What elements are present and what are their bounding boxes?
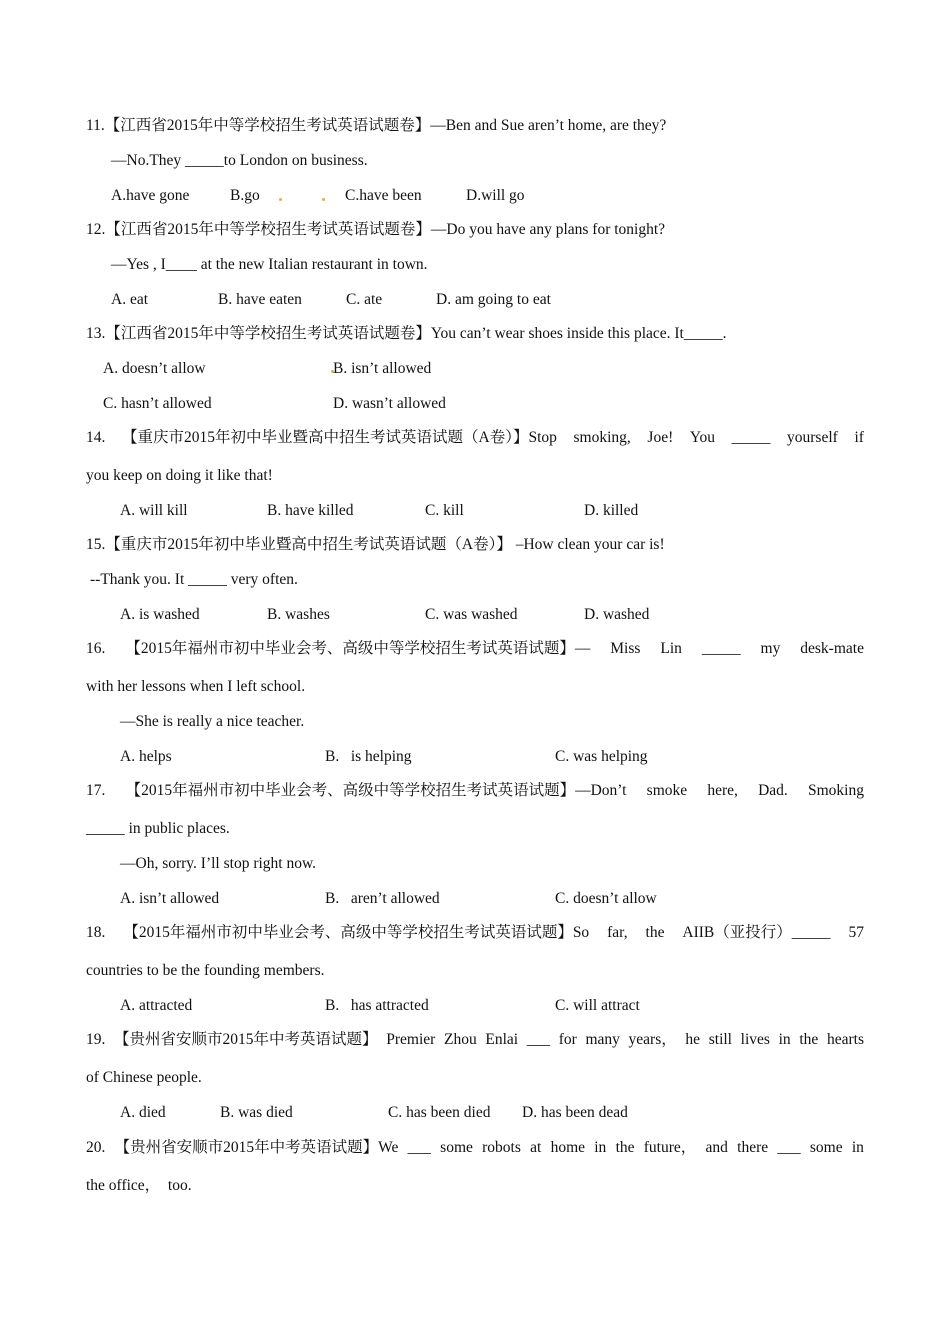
question-16-dialog: —She is really a nice teacher. bbox=[120, 713, 305, 730]
question-11-dialog: —No.They _____to London on business. bbox=[111, 152, 368, 169]
question-18-stem-continued: countries to be the founding members. bbox=[86, 962, 325, 979]
stem-word: he bbox=[685, 1031, 701, 1048]
stem-word: years， bbox=[628, 1031, 677, 1048]
stem-word: ___ bbox=[526, 1031, 551, 1048]
question-19-option-d: D. has been dead bbox=[522, 1104, 628, 1121]
question-18-option-c: C. will attract bbox=[555, 997, 640, 1014]
stem-word: smoke bbox=[646, 782, 688, 799]
stem-word: some bbox=[809, 1139, 843, 1156]
stem-word: if bbox=[854, 429, 864, 446]
stem-word: the bbox=[799, 1031, 819, 1048]
question-18-option-b: B. has attracted bbox=[325, 997, 429, 1014]
stem-word: desk-mate bbox=[800, 640, 864, 657]
question-17-dialog: —Oh, sorry. I’ll stop right now. bbox=[120, 855, 317, 872]
question-14-option-c: C. kill bbox=[425, 502, 464, 519]
question-18-option-a: A. attracted bbox=[120, 997, 193, 1014]
question-18-stem bbox=[86, 923, 864, 943]
stem-word: _____ bbox=[731, 429, 771, 446]
stem-word: robots bbox=[482, 1139, 521, 1156]
stem-word: far, bbox=[607, 924, 628, 941]
question-19-option-a: A. died bbox=[120, 1104, 166, 1121]
stem-word: AIIB（亚投行）_____ bbox=[682, 924, 831, 941]
question-19-stem bbox=[86, 1030, 864, 1050]
question-12-option-a: A. eat bbox=[111, 291, 149, 308]
stem-word: 16. bbox=[86, 640, 106, 657]
stem-word: my bbox=[760, 640, 781, 657]
question-12-option-c: C. ate bbox=[346, 291, 383, 308]
stem-word: here, bbox=[707, 782, 738, 799]
stem-word: _____ bbox=[701, 640, 741, 657]
stem-word: home bbox=[550, 1139, 585, 1156]
stem-word: Lin bbox=[660, 640, 682, 657]
stem-word: Enlai bbox=[485, 1031, 519, 1048]
question-14-option-a: A. will kill bbox=[120, 502, 188, 519]
question-17-option-b: B. aren’t allowed bbox=[325, 890, 440, 907]
question-15-option-b: B. washes bbox=[267, 606, 330, 623]
stem-word: 【贵州省安顺市2015年中考英语试题】 bbox=[114, 1031, 378, 1048]
question-16-stem bbox=[86, 639, 864, 659]
question-12-option-b: B. have eaten bbox=[218, 291, 302, 308]
question-14-option-d: D. killed bbox=[584, 502, 639, 519]
stem-word: Smoking bbox=[808, 782, 864, 799]
question-14-stem-continued: you keep on doing it like that! bbox=[86, 467, 273, 484]
stem-word: Dad. bbox=[758, 782, 788, 799]
question-15-option-d: D. washed bbox=[584, 606, 650, 623]
stem-word: ___ bbox=[407, 1139, 431, 1156]
question-20-stem bbox=[86, 1138, 864, 1158]
stem-word: hearts bbox=[826, 1031, 864, 1048]
stem-word: in bbox=[594, 1139, 607, 1156]
question-11-option-d: D.will go bbox=[466, 187, 525, 204]
question-11-option-a: A.have gone bbox=[111, 187, 190, 204]
question-13-option-a: A. doesn’t allow bbox=[103, 360, 206, 377]
question-14-stem bbox=[86, 428, 864, 448]
stem-word: Miss bbox=[610, 640, 641, 657]
stem-word: 【重庆市2015年初中毕业暨高中招生考试英语试题（A卷）】Stop bbox=[122, 429, 557, 446]
stem-word: 20. bbox=[86, 1139, 106, 1156]
question-13-option-d: D. wasn’t allowed bbox=[333, 395, 446, 412]
question-11-stem: 11.【江西省2015年中等学校招生考试英语试题卷】—Ben and Sue aren’t home, are they? bbox=[86, 117, 667, 134]
stem-word: there bbox=[737, 1139, 769, 1156]
stem-word: 【贵州省安顺市2015年中考英语试题】We bbox=[114, 1139, 399, 1156]
question-15-stem: 15.【重庆市2015年初中毕业暨高中招生考试英语试题（A卷）】 –How clean your car is! bbox=[86, 536, 665, 553]
question-11-option-c: C.have been bbox=[345, 187, 422, 204]
stem-word: 【2015年福州市初中毕业会考、高级中等学校招生考试英语试题】— bbox=[125, 640, 591, 657]
stem-word: 14. bbox=[86, 429, 106, 446]
question-14-option-b: B. have killed bbox=[267, 502, 354, 519]
stem-word: Zhou bbox=[443, 1031, 477, 1048]
stem-word: smoking, bbox=[573, 429, 631, 446]
stem-word: some bbox=[440, 1139, 473, 1156]
stem-word: 17. bbox=[86, 782, 106, 799]
stem-word: You bbox=[689, 429, 716, 446]
question-19-stem-continued: of Chinese people. bbox=[86, 1069, 202, 1086]
question-17-option-a: A. isn’t allowed bbox=[120, 890, 220, 907]
question-12-dialog: —Yes , I____ at the new Italian restaurant in town. bbox=[111, 256, 428, 273]
stem-word: Joe! bbox=[647, 429, 674, 446]
stem-word: 18. bbox=[86, 924, 106, 941]
question-16-option-c: C. was helping bbox=[555, 748, 648, 765]
question-16-option-b: B. is helping bbox=[325, 748, 412, 765]
stray-mark bbox=[322, 198, 325, 201]
stem-word: 【2015年福州市初中毕业会考、高级中等学校招生考试英语试题】—Don’t bbox=[125, 782, 627, 799]
question-17-option-c: C. doesn’t allow bbox=[555, 890, 657, 907]
question-15-option-c: C. was washed bbox=[425, 606, 518, 623]
question-15-dialog: --Thank you. It _____ very often. bbox=[90, 571, 298, 588]
question-12-option-d: D. am going to eat bbox=[436, 291, 551, 308]
stem-word: 19. bbox=[86, 1031, 106, 1048]
question-19-option-b: B. was died bbox=[220, 1104, 293, 1121]
question-17-stem bbox=[86, 781, 864, 801]
stem-word: for bbox=[558, 1031, 577, 1048]
stem-word: in bbox=[778, 1031, 791, 1048]
stem-word: and bbox=[705, 1139, 728, 1156]
question-17-stem-continued: _____ in public places. bbox=[86, 820, 230, 837]
stem-word: in bbox=[851, 1139, 864, 1156]
question-15-option-a: A. is washed bbox=[120, 606, 200, 623]
stem-word: ___ bbox=[777, 1139, 801, 1156]
question-16-option-a: A. helps bbox=[120, 748, 172, 765]
question-11-option-b: B.go bbox=[230, 187, 260, 204]
stem-word: lives bbox=[740, 1031, 770, 1048]
stem-word: the bbox=[645, 924, 665, 941]
stem-word: many bbox=[585, 1031, 620, 1048]
stem-word: 【2015年福州市初中毕业会考、高级中等学校招生考试英语试题】So bbox=[123, 924, 590, 941]
question-13-option-b: B. isn’t allowed bbox=[333, 360, 432, 377]
stem-word: future， bbox=[643, 1139, 697, 1156]
question-13-stem: 13.【江西省2015年中等学校招生考试英语试题卷】You can’t wear shoes inside this place. It_____. bbox=[86, 325, 727, 342]
stray-mark bbox=[279, 198, 282, 201]
stem-word: 57 bbox=[848, 924, 864, 941]
stem-word: at bbox=[530, 1139, 542, 1156]
stem-word: still bbox=[708, 1031, 732, 1048]
question-19-option-c: C. has been died bbox=[388, 1104, 491, 1121]
question-12-stem: 12.【江西省2015年中等学校招生考试英语试题卷】—Do you have any plans for tonight? bbox=[86, 221, 666, 238]
question-13-option-c: C. hasn’t allowed bbox=[103, 395, 212, 412]
question-20-stem-continued: the office， too. bbox=[86, 1177, 192, 1194]
stem-word: yourself bbox=[787, 429, 838, 446]
stem-word: the bbox=[615, 1139, 635, 1156]
stem-word: Premier bbox=[386, 1031, 436, 1048]
question-16-stem-continued: with her lessons when I left school. bbox=[86, 678, 306, 695]
